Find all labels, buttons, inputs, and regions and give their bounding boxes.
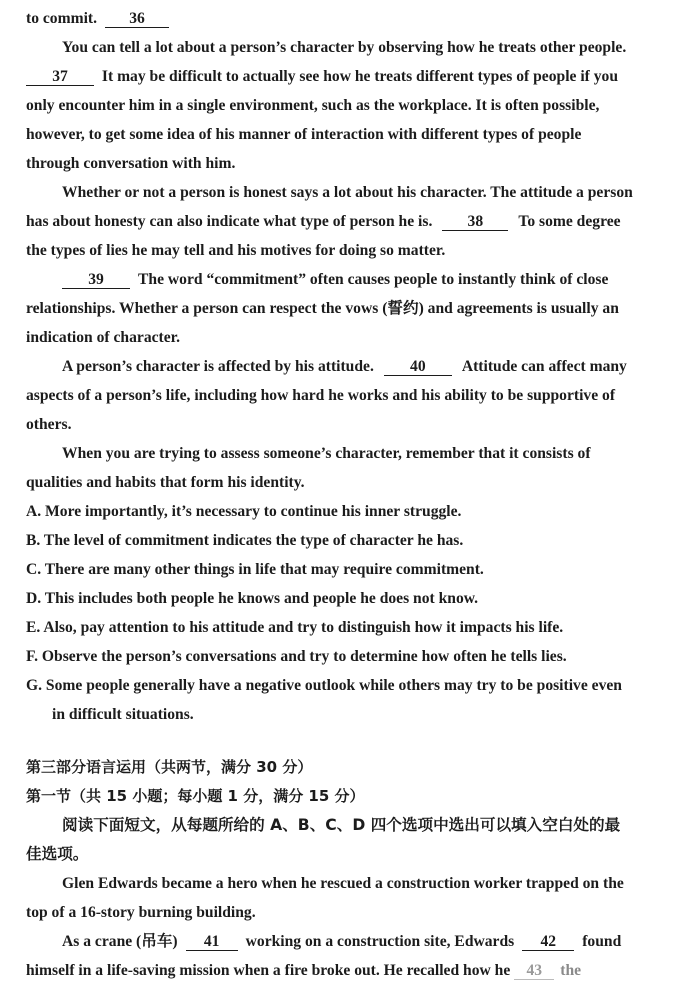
- blank-36[interactable]: 36: [105, 11, 169, 28]
- passage-line: to commit. 36: [26, 4, 692, 33]
- passage-line: however, to get some idea of his manner of interaction with different types of people: [26, 126, 582, 143]
- option-g[interactable]: G. Some people generally have a negative outlook while others may try to be positive even: [26, 677, 622, 694]
- option-a[interactable]: A. More importantly, it’s necessary to continue his inner struggle.: [26, 503, 462, 520]
- blank-38[interactable]: 38: [442, 214, 508, 231]
- instruction-line: 阅读下面短文，从每题所给的 A、B、C、D 四个选项中选出可以填入空白处的最: [62, 816, 621, 834]
- passage-line: the types of lies he may tell and his motives for doing so matter.: [26, 242, 446, 259]
- passage-line: qualities and habits that form his identity.: [26, 474, 305, 491]
- option-d[interactable]: D. This includes both people he knows and people he does not know.: [26, 590, 479, 607]
- option-e[interactable]: E. Also, pay attention to his attitude and try to distinguish how it impacts his life.: [26, 619, 564, 636]
- passage-line: aspects of a person’s life, including how hard he works and his ability to be supportive of: [26, 387, 616, 404]
- passage-line: only encounter him in a single environment, such as the workplace. It is often possible,: [26, 97, 600, 114]
- passage-line: through conversation with him.: [26, 155, 236, 172]
- blank-42[interactable]: 42: [522, 934, 574, 951]
- passage-line: 39 The word “commitment” often causes people to instantly think of close: [62, 265, 692, 294]
- blank-37[interactable]: 37: [26, 69, 94, 86]
- passage-line: top of a 16-story burning building.: [26, 904, 256, 921]
- passage-line: indication of character.: [26, 329, 181, 346]
- passage-line: 37 It may be difficult to actually see how he treats different types of people if you: [26, 62, 692, 91]
- passage-line: has about honesty can also indicate what type of person he is. 38 To some degree: [26, 213, 621, 230]
- blank-41[interactable]: 41: [186, 934, 238, 951]
- option-g-continuation: in difficult situations.: [52, 706, 194, 723]
- passage-line: others.: [26, 416, 72, 433]
- option-c[interactable]: C. There are many other things in life that may require commitment.: [26, 561, 484, 578]
- passage-line: As a crane (吊车) 41 working on a construction site, Edwards 42 found: [62, 933, 622, 950]
- passage-line: When you are trying to assess someone’s character, remember that it consists of: [62, 445, 591, 462]
- passage-line: Whether or not a person is honest says a lot about his character. The attitude a person: [62, 184, 633, 201]
- option-b[interactable]: B. The level of commitment indicates the type of character he has.: [26, 532, 464, 549]
- option-f[interactable]: F. Observe the person’s conversations and try to determine how often he tells lies.: [26, 648, 567, 665]
- passage-line: A person’s character is affected by his attitude. 40 Attitude can affect many: [62, 358, 627, 375]
- instruction-line: 佳选项。: [26, 845, 89, 863]
- blank-40[interactable]: 40: [384, 359, 452, 376]
- part-heading: 第三部分语言运用（共两节，满分 30 分）: [26, 758, 313, 776]
- passage-line: You can tell a lot about a person’s character by observing how he treats other people.: [62, 39, 627, 56]
- section-heading: 第一节（共 15 小题；每小题 1 分，满分 15 分）: [26, 787, 365, 805]
- passage-line: Glen Edwards became a hero when he rescued a construction worker trapped on the: [62, 875, 624, 892]
- passage-line: himself in a life-saving mission when a fire broke out. He recalled how he 43 the: [26, 962, 582, 979]
- blank-43[interactable]: 43: [514, 963, 554, 980]
- passage-line: relationships. Whether a person can respect the vows (誓约) and agreements is usually an: [26, 300, 619, 317]
- blank-39[interactable]: 39: [62, 272, 130, 289]
